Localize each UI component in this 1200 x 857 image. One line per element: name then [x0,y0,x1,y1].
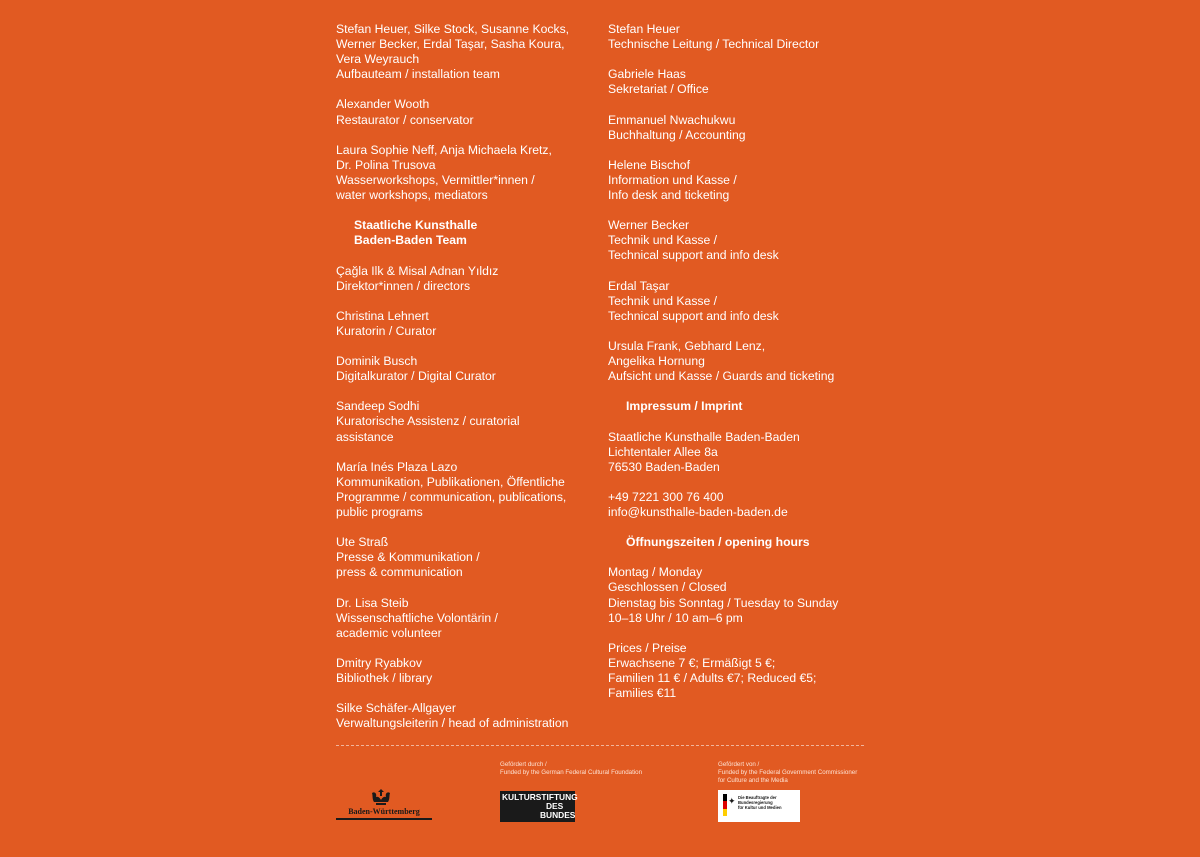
credit-role: Kommunikation, Publikationen, Öffentliche [336,474,565,489]
credit-entry [336,309,598,339]
credit-role: Technik und Kasse / [608,293,718,308]
credit-role: Werner Becker, Erdal Taşar, Sasha Koura, [336,37,565,52]
credit-role: Verwaltungsleiterin / head of administration [336,716,569,731]
kulturstiftung-logo [500,791,578,822]
credit-role: water workshops, mediators [336,188,488,203]
credit-role: Technik und Kasse / [608,233,718,248]
flag-stripe [723,809,727,816]
bw-logo-text: Baden-Württemberg [348,807,420,816]
credit-name: Werner Becker [608,218,690,233]
credit-name: Dominik Busch [336,354,418,369]
credit-role: Technical support and info desk [608,308,779,323]
credit-role: Bibliothek / library [336,671,433,686]
credit-entry [336,143,598,203]
footer-divider [336,745,864,746]
ksb-logo-line: DES [546,801,564,811]
baden-wuerttemberg-logo [336,788,432,824]
bkm-caption-line: Gefördert von / [718,761,760,768]
credit-role: Direktor*innen / directors [336,278,471,293]
credit-entry [336,354,598,384]
credit-role: academic volunteer [336,625,442,640]
prices-line: Prices / Preise [608,640,687,655]
credit-role: Aufsicht und Kasse / Guards and ticketing [608,369,835,384]
credit-entry [336,22,598,82]
credit-name: Emmanuel Nwachukwu [608,112,736,127]
credit-role: assistance [336,429,394,444]
credit-role: Kuratorin / Curator [336,323,437,338]
credit-role: public programs [336,505,423,519]
credit-role: Programme / communication, publications, [336,489,567,504]
contact-block [608,490,868,520]
bkm-caption-line: Funded by the Federal Government Commissioner [718,769,858,776]
credit-role: Info desk and ticketing [608,188,730,203]
credit-entry [608,67,868,97]
hours-line: 10–18 Uhr / 10 am–6 pm [608,610,743,625]
credit-role: press & communication [336,565,463,580]
credit-entry [336,97,598,127]
bkm-logo [718,790,800,822]
prices-line: Familien 11 € / Adults €7; Reduced €5; [608,671,817,686]
credit-role: Wissenschaftliche Volontärin / [336,610,498,625]
credit-role: Aufbauteam / installation team [336,67,500,82]
bkm-caption-line: for Culture and the Media [718,777,788,784]
credit-name: Laura Sophie Neff, Anja Michaela Kretz, [336,142,552,157]
left-column [336,22,598,747]
credit-name: Alexander Wooth [336,97,430,112]
credit-entry [336,399,598,444]
credit-entry [608,113,868,143]
credit-role: Information und Kasse / [608,172,737,187]
address-line: Lichtentaler Allee 8a [608,444,718,459]
credit-name: Christina Lehnert [336,308,429,323]
credit-role: Technische Leitung / Technical Director [608,37,820,52]
address-line: 76530 Baden-Baden [608,459,720,474]
team-heading [336,218,598,248]
hours-heading: Öffnungszeiten / opening hours [626,535,810,550]
ksb-caption [500,761,642,777]
credit-entry [608,339,868,384]
email-link[interactable]: info@kunsthalle-baden-baden.de [608,505,788,519]
credit-role: Dr. Polina Trusova [336,157,436,172]
credit-role: Presse & Kommunikation / [336,550,480,565]
credit-name: Erdal Taşar [608,278,670,293]
address-line: Staatliche Kunsthalle Baden-Baden [608,429,800,444]
flag-stripe [723,794,727,801]
bkm-logo-text [738,795,796,810]
prices-line: Families €11 [608,686,677,701]
bkm-caption [718,761,857,785]
credit-entry [336,535,598,580]
prices-line: Erwachsene 7 €; Ermäßigt 5 €; [608,655,776,670]
credit-role: Restaurator / conservator [336,112,474,127]
right-column [608,22,868,716]
bkm-logo-line: für Kultur und Medien [738,805,782,810]
credit-role: Technical support and info desk [608,248,779,263]
address-block [608,430,868,475]
ksb-caption-line: Funded by the German Federal Cultural Foundation [500,769,643,776]
bw-logo-subline [336,818,432,820]
coat-of-arms-icon [368,788,394,806]
eagle-icon: ✦ [728,796,736,806]
imprint-heading: Impressum / Imprint [626,399,743,414]
credit-name: Stefan Heuer [608,22,680,36]
prices-block [608,641,868,701]
credit-name: Ursula Frank, Gebhard Lenz, [608,338,766,353]
credit-role: Wasserworkshops, Vermittler*innen / [336,172,535,187]
hours-line: Geschlossen / Closed [608,580,727,595]
credit-entry [336,701,598,731]
credit-entry [608,218,868,263]
hours-line: Montag / Monday [608,565,703,580]
hours-line: Dienstag bis Sonntag / Tuesday to Sunday [608,595,839,610]
credit-name: Silke Schäfer-Allgayer [336,701,456,716]
credit-role: Vera Weyrauch [336,52,420,67]
phone-number: +49 7221 300 76 400 [608,489,724,504]
credit-entry [608,279,868,324]
team-entries [336,264,598,732]
hours-block [608,565,868,625]
credit-name: Sandeep Sodhi [336,399,420,414]
bkm-logo-line: Die Beauftragte der Bundesregierung [738,795,777,805]
credit-role: Sekretariat / Office [608,82,709,97]
credit-name: Dr. Lisa Steib [336,595,409,610]
team-heading-line: Staatliche Kunsthalle [354,218,478,233]
credit-name: Helene Bischof [608,157,690,172]
credit-entry [336,460,598,520]
credit-name: Dmitry Ryabkov [336,655,423,670]
credit-name: Stefan Heuer, Silke Stock, Susanne Kocks, [336,22,570,36]
credit-name: María Inés Plaza Lazo [336,459,458,474]
flag-stripe [723,801,727,808]
left-entries [336,22,598,203]
credit-role: Digitalkurator / Digital Curator [336,369,496,384]
team-heading-line: Baden-Baden Team [354,233,467,248]
credit-role: Angelika Hornung [608,354,705,369]
ksb-logo-line: BUNDES [540,810,576,820]
credit-entry [336,264,598,294]
credit-role: Buchhaltung / Accounting [608,127,746,142]
german-flag-icon [723,794,727,816]
ksb-logo-line: KULTURSTIFTUNG [502,792,578,802]
credit-name: Çağla Ilk & Misal Adnan Yıldız [336,263,499,278]
ksb-caption-line: Gefördert durch / [500,761,547,768]
credit-entry [608,22,868,52]
credit-entry [336,656,598,686]
credit-entry [336,596,598,641]
credit-name: Ute Straß [336,535,389,550]
credit-role: Kuratorische Assistenz / curatorial [336,414,520,429]
credit-entry [608,158,868,203]
right-entries [608,22,868,384]
credit-name: Gabriele Haas [608,67,686,82]
